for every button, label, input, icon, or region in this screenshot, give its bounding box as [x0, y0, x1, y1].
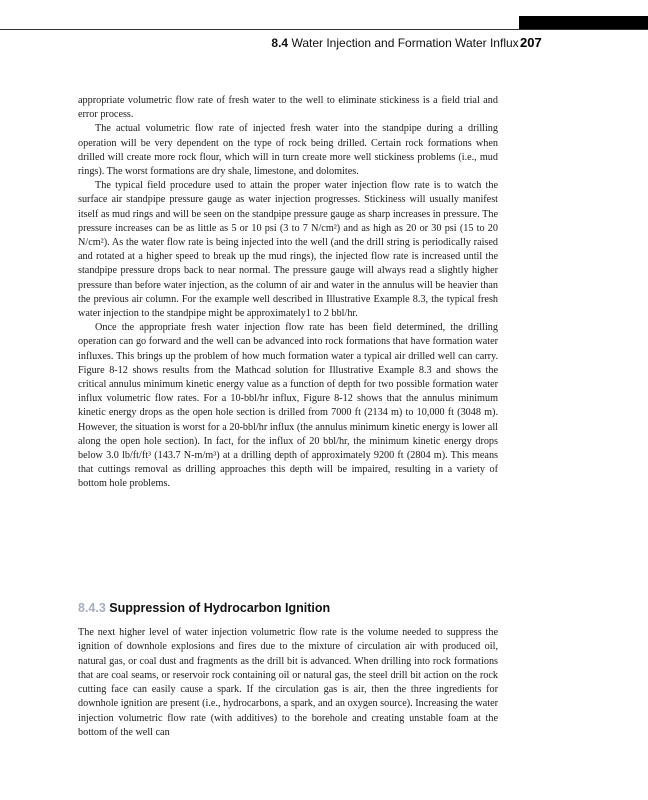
header-rule: [0, 29, 648, 30]
subsection-number: 8.4.3: [78, 601, 106, 615]
subsection-title: Suppression of Hydrocarbon Ignition: [109, 601, 331, 615]
paragraph: The next higher level of water injection volumetric flow rate is the volume needed to suppress the ignition of downhole explosions and fires due to the mixture of circulation air with produced oil, natural gas, or coal dust and fragments as the drill bit is advanced. When drilling into rock formations that are coal seams, or reservoir rock containing oil or natural gas, the steel drill bit action on the rock cutting face can easily cause a spark. If the circulation gas is air, then the three ingredients for downhole ignition are present (i.e., hydrocarbons, a spark, and an oxygen source). Increasing the water injection volumetric flow rate (with additives) to the borehole and creating unstable foam at the bottom of the well can: [78, 627, 498, 739]
running-head-section-number: 8.4: [271, 36, 289, 50]
paragraph: The actual volumetric flow rate of injected fresh water into the standpipe during a drilling operation will be very dependent on the type of rock being drilled. Certain rock formations when drilled will create more rock flour, which will in turn create more well stickiness problems (i.e., mud rings). The worst formations are dry shale, limestone, and dolomites.: [78, 123, 498, 178]
subsection-body: [78, 626, 498, 740]
paragraph: appropriate volumetric flow rate of fresh water to the well to eliminate stickiness is a field trial and error process.: [78, 95, 498, 121]
paragraph: The typical field procedure used to attain the proper water injection flow rate is to watch the surface air standpipe pressure gauge as water injection progresses. Stickiness will usually manifest itself as mud rings and will be seen on the standpipe pressure gauge as sharp increases in pressure. The pressure increases can be as little as 5 or 10 psi (3 to 7 N/cm²) and as high as 20 or 30 psi (15 to 20 N/cm²). As the water flow rate is being injected into the well (and the drill string is periodically raised and rotated at a higher speed to break up the mud rings), the injected flow rate is increased until the standpipe pressure drops back to near normal. The pressure gauge will always read a slightly higher pressure than before water injection, as the column of air and water in the annulus will be heavier than the previous air column. For the example well described in Illustrative Example 8.3, the typical fresh water injection to the standpipe might be approximately1 to 2 bbl/hr.: [78, 180, 498, 320]
running-head-title: Water Injection and Formation Water Influx: [291, 36, 519, 50]
running-head: [230, 36, 570, 50]
paragraph: Once the appropriate fresh water injection flow rate has been field determined, the drilling operation can go forward and the well can be advanced into rock formations that have formation water influxes. This brings up the problem of how much formation water a typical air drilled well can carry. Figure 8-12 shows results from the Mathcad solution for Illustrative Example 8.3 and shows the critical annulus minimum kinetic energy value as a function of depth for two possible formation water influx volumetric flow rates. For a 10-bbl/hr influx, Figure 8-12 shows that the annulus minimum kinetic energy drops as the open hole section is drilled from 7000 ft (2134 m) to 10,000 ft (3048 m). However, the situation is worst for a 20-bbl/hr influx (the annulus minimum kinetic energy is lower all along the open hole section). In fact, for the influx of 20 bbl/hr, the minimum kinetic energy drops below 3.0 lb/ft/ft³ (143.7 N-m/m³) at a drilling depth of approximately 9200 ft (2804 m). This means that cuttings removal as drilling approaches this depth will be impaired, resulting in a variety of bottom hole problems.: [78, 322, 498, 490]
header-bar: [519, 16, 648, 29]
body-text: [78, 94, 498, 492]
page-number: 207: [520, 35, 542, 50]
subsection-heading: [78, 601, 330, 615]
